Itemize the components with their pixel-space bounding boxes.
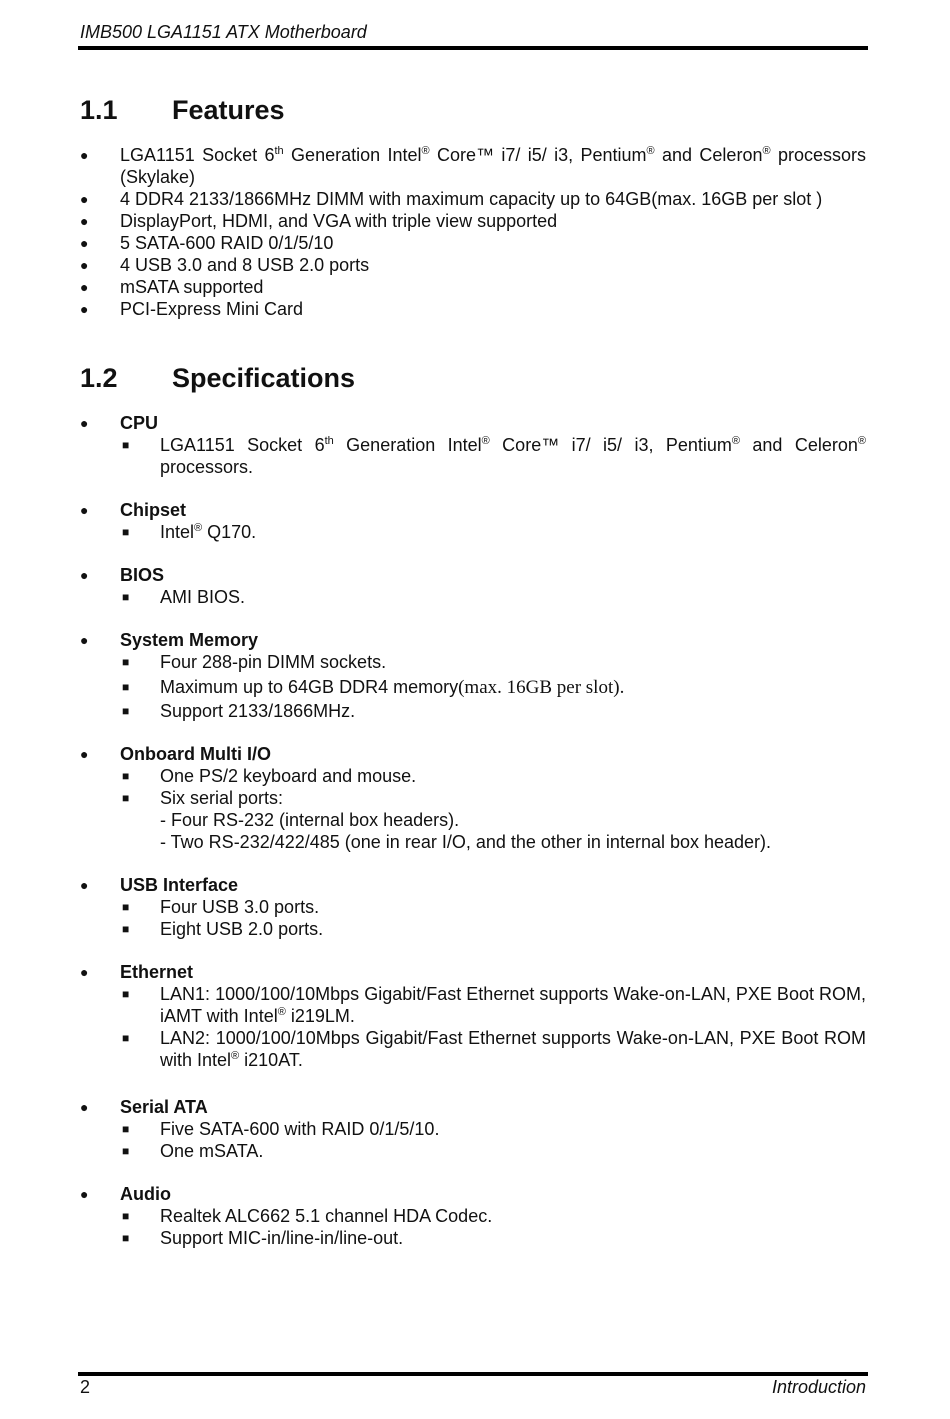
spec-memory xyxy=(80,629,866,722)
bullet-icon: ● xyxy=(80,502,89,518)
bullet-icon: ● xyxy=(80,1186,89,1202)
spec-item: ■ Realtek ALC662 5.1 channel HDA Codec. xyxy=(122,1206,493,1226)
spec-item: ■ LGA1151 Socket 6th Generation Intel® Core™ i7/ i5/ i3, Pentium® and Celeron® processors. xyxy=(122,435,866,477)
bullet-icon: ● xyxy=(80,235,89,251)
bullet-icon: ● xyxy=(80,191,89,207)
square-bullet-icon: ■ xyxy=(122,1031,130,1045)
spec-item: ■ Support MIC-in/line-in/line-out. xyxy=(122,1228,404,1248)
spec-item: ■ Maximum up to 64GB DDR4 memory(max. 16GB per slot). xyxy=(122,677,625,698)
spec-item: ■ Intel® Q170. xyxy=(122,522,257,542)
page-number: 2 xyxy=(80,1377,91,1397)
square-bullet-icon: ■ xyxy=(122,791,130,805)
bullet-icon: ● xyxy=(80,746,89,762)
feature-item: ● DisplayPort, HDMI, and VGA with triple view supported xyxy=(80,211,558,231)
spec-item: ■ Four 288-pin DIMM sockets. xyxy=(122,652,387,672)
spec-label: USB Interface xyxy=(120,875,239,895)
features-heading xyxy=(80,92,866,128)
bullet-icon: ● xyxy=(80,415,89,431)
bullet-icon: ● xyxy=(80,279,89,295)
spec-label: Chipset xyxy=(120,500,187,520)
spec-item: ■ LAN2: 1000/100/10Mbps Gigabit/Fast Ethernet supports Wake-on-LAN, PXE Boot ROM with Intel® i210AT. xyxy=(122,1028,866,1070)
bullet-icon: ● xyxy=(80,567,89,583)
spec-item: ■ Six serial ports: - Four RS-232 (internal box headers). - Two RS-232/422/485 (one in rear I/O, and the other in internal box header). xyxy=(122,788,772,852)
square-bullet-icon: ■ xyxy=(122,1209,130,1223)
square-bullet-icon: ■ xyxy=(122,655,130,669)
spec-audio xyxy=(80,1183,866,1249)
spec-item: ■ One mSATA. xyxy=(122,1141,264,1161)
spec-item: ■ One PS/2 keyboard and mouse. xyxy=(122,766,417,786)
bullet-icon: ● xyxy=(80,147,89,163)
spec-label: BIOS xyxy=(120,565,165,585)
square-bullet-icon: ■ xyxy=(122,922,130,936)
spec-chipset xyxy=(80,499,866,543)
spec-item: ■ Eight USB 2.0 ports. xyxy=(122,919,324,939)
feature-item: ● mSATA supported xyxy=(80,277,264,297)
spec-label: Ethernet xyxy=(120,962,194,982)
square-bullet-icon: ■ xyxy=(122,1144,130,1158)
footer-rule xyxy=(78,1372,868,1376)
spec-multi-io xyxy=(80,743,866,853)
spec-item: ■ Five SATA-600 with RAID 0/1/5/10. xyxy=(122,1119,440,1139)
square-bullet-icon: ■ xyxy=(122,680,130,694)
spec-label: Onboard Multi I/O xyxy=(120,744,271,764)
specs-title: Specifications xyxy=(172,363,356,393)
features-title: Features xyxy=(172,95,285,125)
feature-item-cpu: ● LGA1151 Socket 6th Generation Intel® Core™ i7/ i5/ i3, Pentium® and Celeron® processors (Skylake) xyxy=(80,145,866,187)
specs-heading xyxy=(80,360,866,396)
bullet-icon: ● xyxy=(80,301,89,317)
spec-cpu xyxy=(80,412,866,478)
spec-sata xyxy=(80,1096,866,1162)
square-bullet-icon: ■ xyxy=(122,900,130,914)
feature-item: ● 4 USB 3.0 and 8 USB 2.0 ports xyxy=(80,255,370,275)
spec-ethernet xyxy=(80,961,866,1071)
feature-item: ● 4 DDR4 2133/1866MHz DIMM with maximum capacity up to 64GB(max. 16GB per slot ) xyxy=(80,189,823,209)
spec-item: ■ LAN1: 1000/100/10Mbps Gigabit/Fast Ethernet supports Wake-on-LAN, PXE Boot ROM, iAMT with Intel® i219LM. xyxy=(122,984,866,1026)
page-content xyxy=(80,92,866,1249)
square-bullet-icon: ■ xyxy=(122,438,130,452)
spec-label: Serial ATA xyxy=(120,1097,208,1117)
spec-label: Audio xyxy=(120,1184,171,1204)
spec-item: ■ Four USB 3.0 ports. xyxy=(122,897,320,917)
section-name: Introduction xyxy=(771,1377,866,1397)
header-rule xyxy=(78,46,868,50)
square-bullet-icon: ■ xyxy=(122,1122,130,1136)
bullet-icon: ● xyxy=(80,632,89,648)
square-bullet-icon: ■ xyxy=(122,1231,130,1245)
square-bullet-icon: ■ xyxy=(122,590,130,604)
bullet-icon: ● xyxy=(80,1099,89,1115)
spec-item: ■ AMI BIOS. xyxy=(122,587,246,607)
spec-label: CPU xyxy=(120,413,159,433)
spec-label: System Memory xyxy=(120,630,259,650)
bullet-icon: ● xyxy=(80,964,89,980)
specs-number: 1.2 xyxy=(80,363,118,393)
spec-item: ■ Support 2133/1866MHz. xyxy=(122,701,356,721)
features-number: 1.1 xyxy=(80,95,118,125)
spec-usb xyxy=(80,874,866,940)
bullet-icon: ● xyxy=(80,257,89,273)
header-title: IMB500 LGA1151 ATX Motherboard xyxy=(80,22,367,42)
features-list xyxy=(80,144,866,320)
square-bullet-icon: ■ xyxy=(122,704,130,718)
spec-bios xyxy=(80,564,866,608)
square-bullet-icon: ■ xyxy=(122,525,130,539)
feature-item: ● 5 SATA-600 RAID 0/1/5/10 xyxy=(80,233,334,253)
square-bullet-icon: ■ xyxy=(122,987,130,1001)
bullet-icon: ● xyxy=(80,877,89,893)
bullet-icon: ● xyxy=(80,213,89,229)
square-bullet-icon: ■ xyxy=(122,769,130,783)
feature-item: ● PCI-Express Mini Card xyxy=(80,299,304,319)
